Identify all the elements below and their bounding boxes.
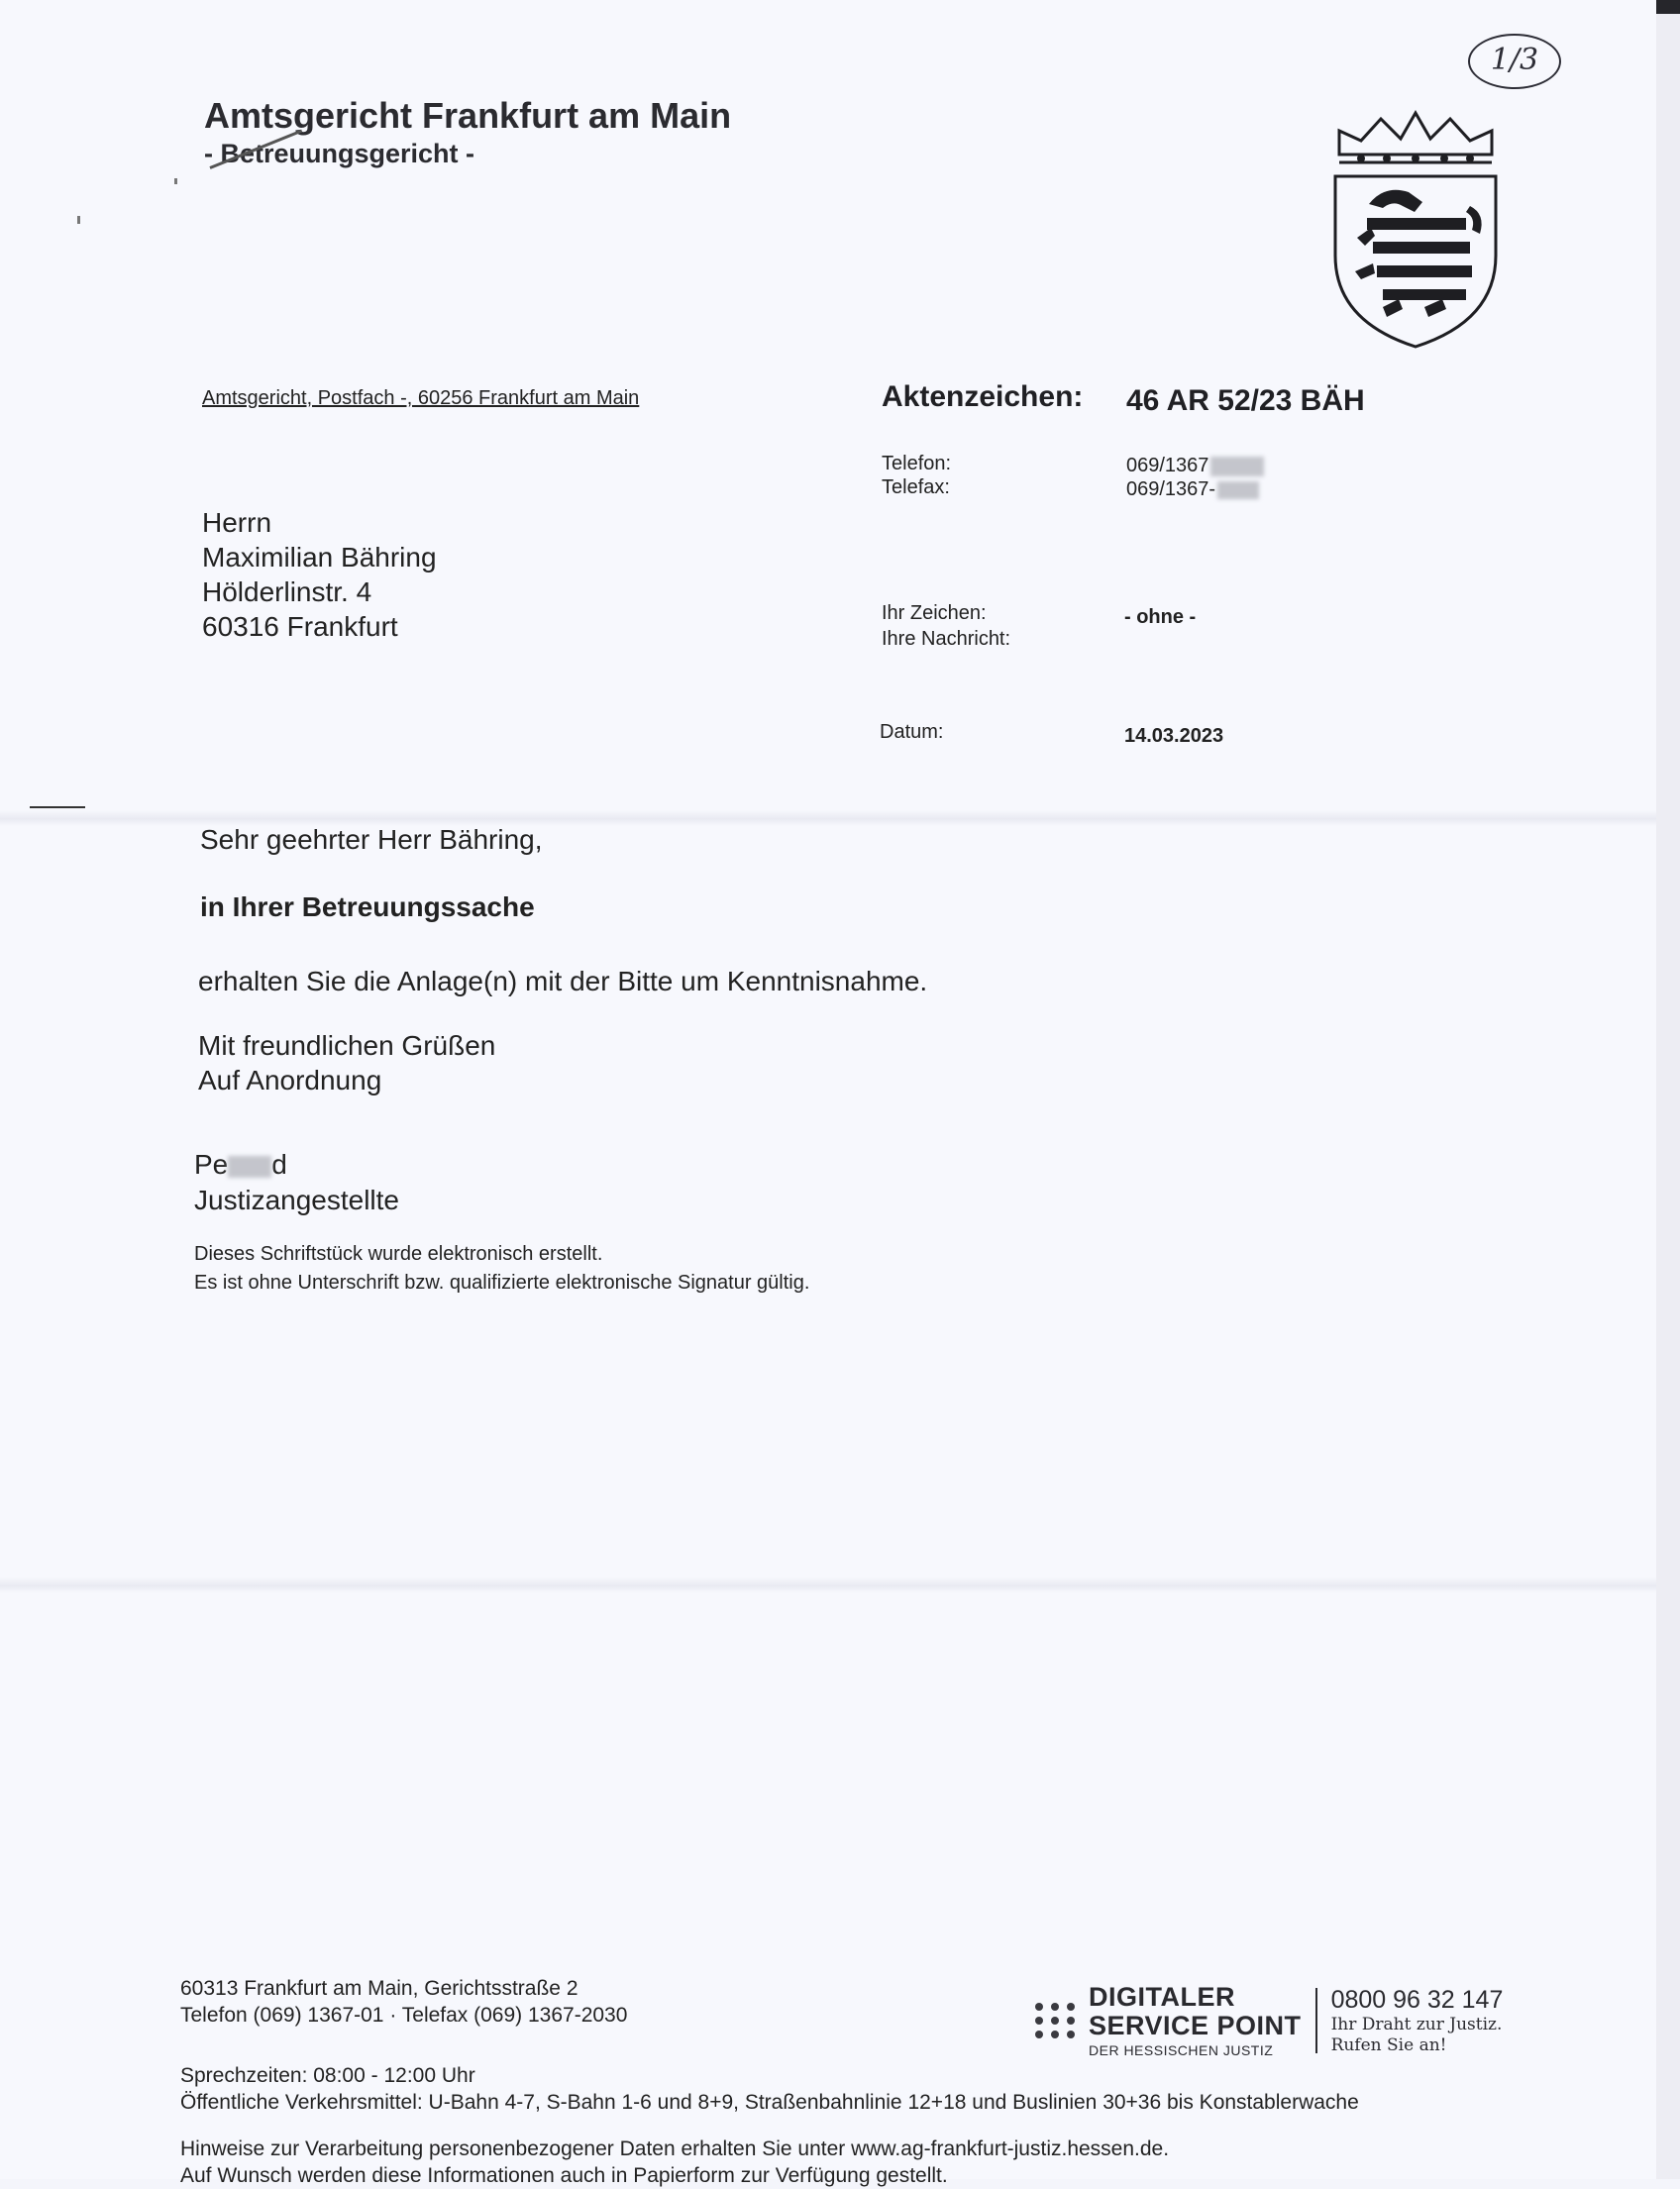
reference-number: 46 AR 52/23 BÄH [1126, 384, 1365, 417]
service-point-subline: DER HESSISCHEN JUSTIZ [1089, 2042, 1274, 2058]
date-label: Datum: [880, 721, 944, 743]
recipient-name: Maximilian Bähring [202, 542, 437, 573]
service-point-slogan-1: Ihr Draht zur Justiz. [1330, 2015, 1503, 2034]
footer-privacy-line-1: Hinweise zur Verarbeitung personenbezogener Daten erhalten Sie unter www.ag-frankfurt-justiz.hessen.de. [180, 2137, 1170, 2160]
fax-number [1126, 477, 1259, 501]
paper-fold-lower [0, 1577, 1656, 1593]
dot-grid-icon [1035, 2003, 1077, 2038]
redaction-blur [1217, 481, 1259, 499]
footer-privacy [180, 2136, 1169, 2189]
redaction-blur [1210, 457, 1264, 476]
service-point-phone: 0800 96 32 147 [1330, 1986, 1504, 2014]
closing-greeting: Mit freundlichen Grüßen [198, 1030, 496, 1061]
recipient-salutation: Herrn [202, 507, 272, 538]
closing-order: Auf Anordnung [198, 1065, 382, 1095]
letter-greeting: Sehr geehrter Herr Bähring, [200, 824, 543, 855]
reference-label: Aktenzeichen: [882, 380, 1084, 413]
service-point-slogan-2: Rufen Sie an! [1330, 2035, 1447, 2055]
your-reference-value: - ohne - [1124, 606, 1197, 628]
fax-number-visible: 069/1367- [1126, 478, 1216, 500]
date-value: 14.03.2023 [1124, 725, 1224, 747]
recipient-address [202, 505, 437, 644]
return-address: Amtsgericht, Postfach -, 60256 Frankfurt am Main [202, 387, 640, 409]
court-department: - Betreuungsgericht - [204, 139, 475, 168]
signer-name [194, 1149, 287, 1181]
footer-transport: Öffentliche Verkehrsmittel: U-Bahn 4-7, S-Bahn 1-6 und 8+9, Straßenbahnlinie 12+18 und Buslinien 30+36 bis Konstablerwache [180, 2091, 1359, 2114]
scan-edge [1656, 0, 1680, 2179]
page-number-handwritten: 1/3 [1468, 34, 1561, 89]
service-point-wordmark [1089, 1983, 1302, 2058]
service-point-line-2: SERVICE POINT [1089, 2011, 1302, 2040]
service-point-line-1: DIGITALER [1089, 1982, 1235, 2012]
service-point-divider [1315, 1988, 1317, 2053]
footer-opening-info [180, 2062, 1359, 2116]
letter-subject: in Ihrer Betreuungssache [200, 891, 535, 922]
scan-speck [174, 178, 177, 184]
signer-name-start: Pe [194, 1149, 229, 1180]
electronic-notice-line-1: Dieses Schriftstück wurde elektronisch erstellt. [194, 1243, 603, 1265]
signer-name-end: d [271, 1149, 287, 1180]
footer-privacy-line-2: Auf Wunsch werden diese Informationen auch in Papierform zur Verfügung gestellt. [180, 2164, 948, 2187]
phone-label: Telefon: [882, 453, 952, 474]
scan-speck [77, 216, 80, 224]
court-name: Amtsgericht Frankfurt am Main [204, 95, 732, 136]
letter-body: erhalten Sie die Anlage(n) mit der Bitte um Kenntnisnahme. [198, 966, 928, 996]
digital-service-point-logo [1035, 1983, 1503, 2058]
your-message-label: Ihre Nachricht: [882, 628, 1011, 650]
electronic-notice [194, 1240, 809, 1298]
fax-label: Telefax: [882, 476, 950, 498]
footer-address: 60313 Frankfurt am Main, Gerichtsstraße 2 [180, 1977, 578, 2000]
footer-phone-fax: Telefon (069) 1367-01 · Telefax (069) 1367-2030 [180, 2004, 628, 2027]
your-reference-label: Ihr Zeichen: [882, 602, 987, 624]
recipient-city: 60316 Frankfurt [202, 611, 398, 642]
recipient-street: Hölderlinstr. 4 [202, 576, 372, 607]
footer-hours: Sprechzeiten: 08:00 - 12:00 Uhr [180, 2064, 475, 2087]
redaction-blur [228, 1156, 271, 1178]
service-point-contact [1331, 1985, 1504, 2056]
scan-corner [1656, 0, 1680, 14]
footer-court-address [180, 1975, 627, 2029]
signer-title: Justizangestellte [194, 1185, 400, 1215]
electronic-notice-line-2: Es ist ohne Unterschrift bzw. qualifizierte elektronische Signatur gültig. [194, 1272, 810, 1294]
phone-number [1126, 454, 1264, 477]
hessen-lion-crest-icon [1325, 97, 1506, 356]
phone-number-visible: 069/1367 [1126, 455, 1209, 476]
fold-mark [30, 806, 85, 808]
